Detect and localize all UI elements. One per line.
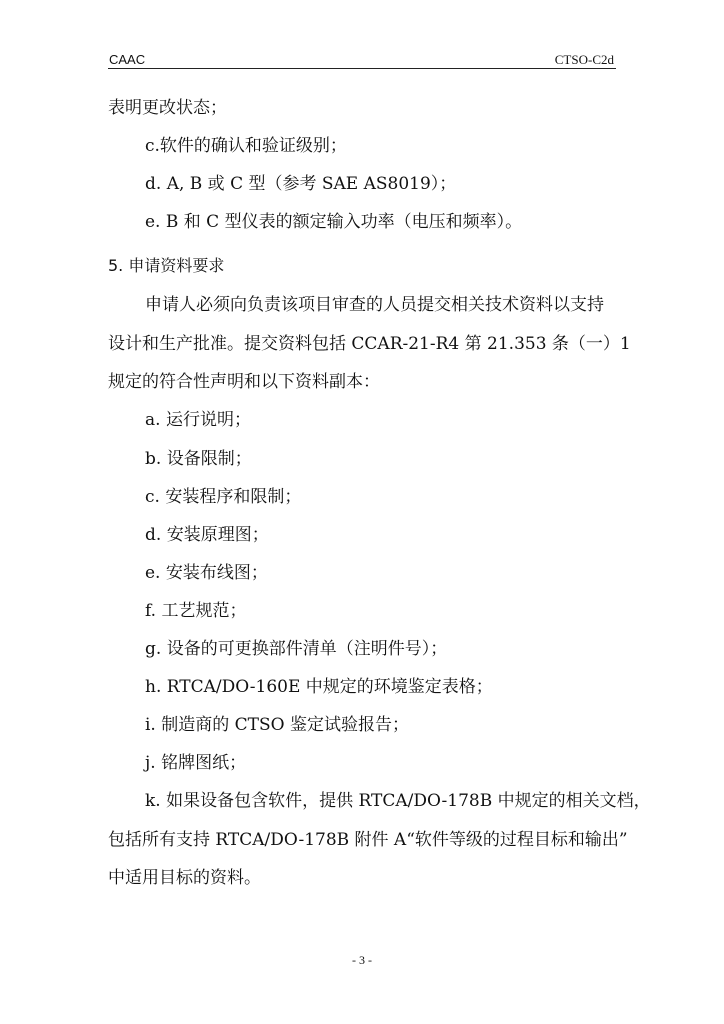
header-doc-id: CTSO-C2d: [554, 52, 614, 67]
list-item-k-line-3: 中适用目标的资料。: [108, 868, 261, 888]
page-number: - 3 -: [352, 953, 372, 967]
section-heading: 5. 申请资料要求: [108, 256, 225, 275]
list-item-a: a. 运行说明；: [145, 410, 251, 430]
list-item-c-software: c.软件的确认和验证级别；: [145, 136, 347, 156]
body-line-status: 表明更改状态；: [108, 98, 227, 118]
list-item-i: i. 制造商的 CTSO 鉴定试验报告；: [145, 715, 409, 735]
list-item-g: g. 设备的可更换部件清单（注明件号）；: [145, 639, 448, 659]
paragraph-line-1: 申请人必须向负责该项目审查的人员提交相关技术资料以支持: [145, 295, 604, 315]
paragraph-line-3: 规定的符合性声明和以下资料副本：: [108, 372, 380, 392]
list-item-e: e. 安装布线图；: [145, 563, 268, 583]
list-item-f: f. 工艺规范；: [145, 601, 247, 621]
list-item-j: j. 铭牌图纸；: [145, 753, 247, 773]
list-item-c: c. 安装程序和限制；: [145, 487, 302, 507]
list-item-h: h. RTCA/DO-160E 中规定的环境鉴定表格；: [145, 677, 493, 697]
list-item-k-line-1: k. 如果设备包含软件，提供 RTCA/DO-178B 中规定的相关文档，: [145, 791, 651, 811]
list-item-k-line-2: 包括所有支持 RTCA/DO-178B 附件 A“软件等级的过程目标和输出”: [108, 830, 628, 850]
list-item-e-power: e. B 和 C 型仪表的额定输入功率（电压和频率）。: [145, 212, 523, 232]
header-org: CAAC: [109, 52, 146, 67]
list-item-d-type: d. A, B 或 C 型（参考 SAE AS8019）；: [145, 174, 457, 194]
paragraph-line-2: 设计和生产批准。提交资料包括 CCAR-21-R4 第 21.353 条（一）1: [108, 334, 631, 354]
header-divider: [108, 68, 616, 69]
list-item-d: d. 安装原理图；: [145, 525, 269, 545]
list-item-b: b. 设备限制；: [145, 449, 252, 469]
